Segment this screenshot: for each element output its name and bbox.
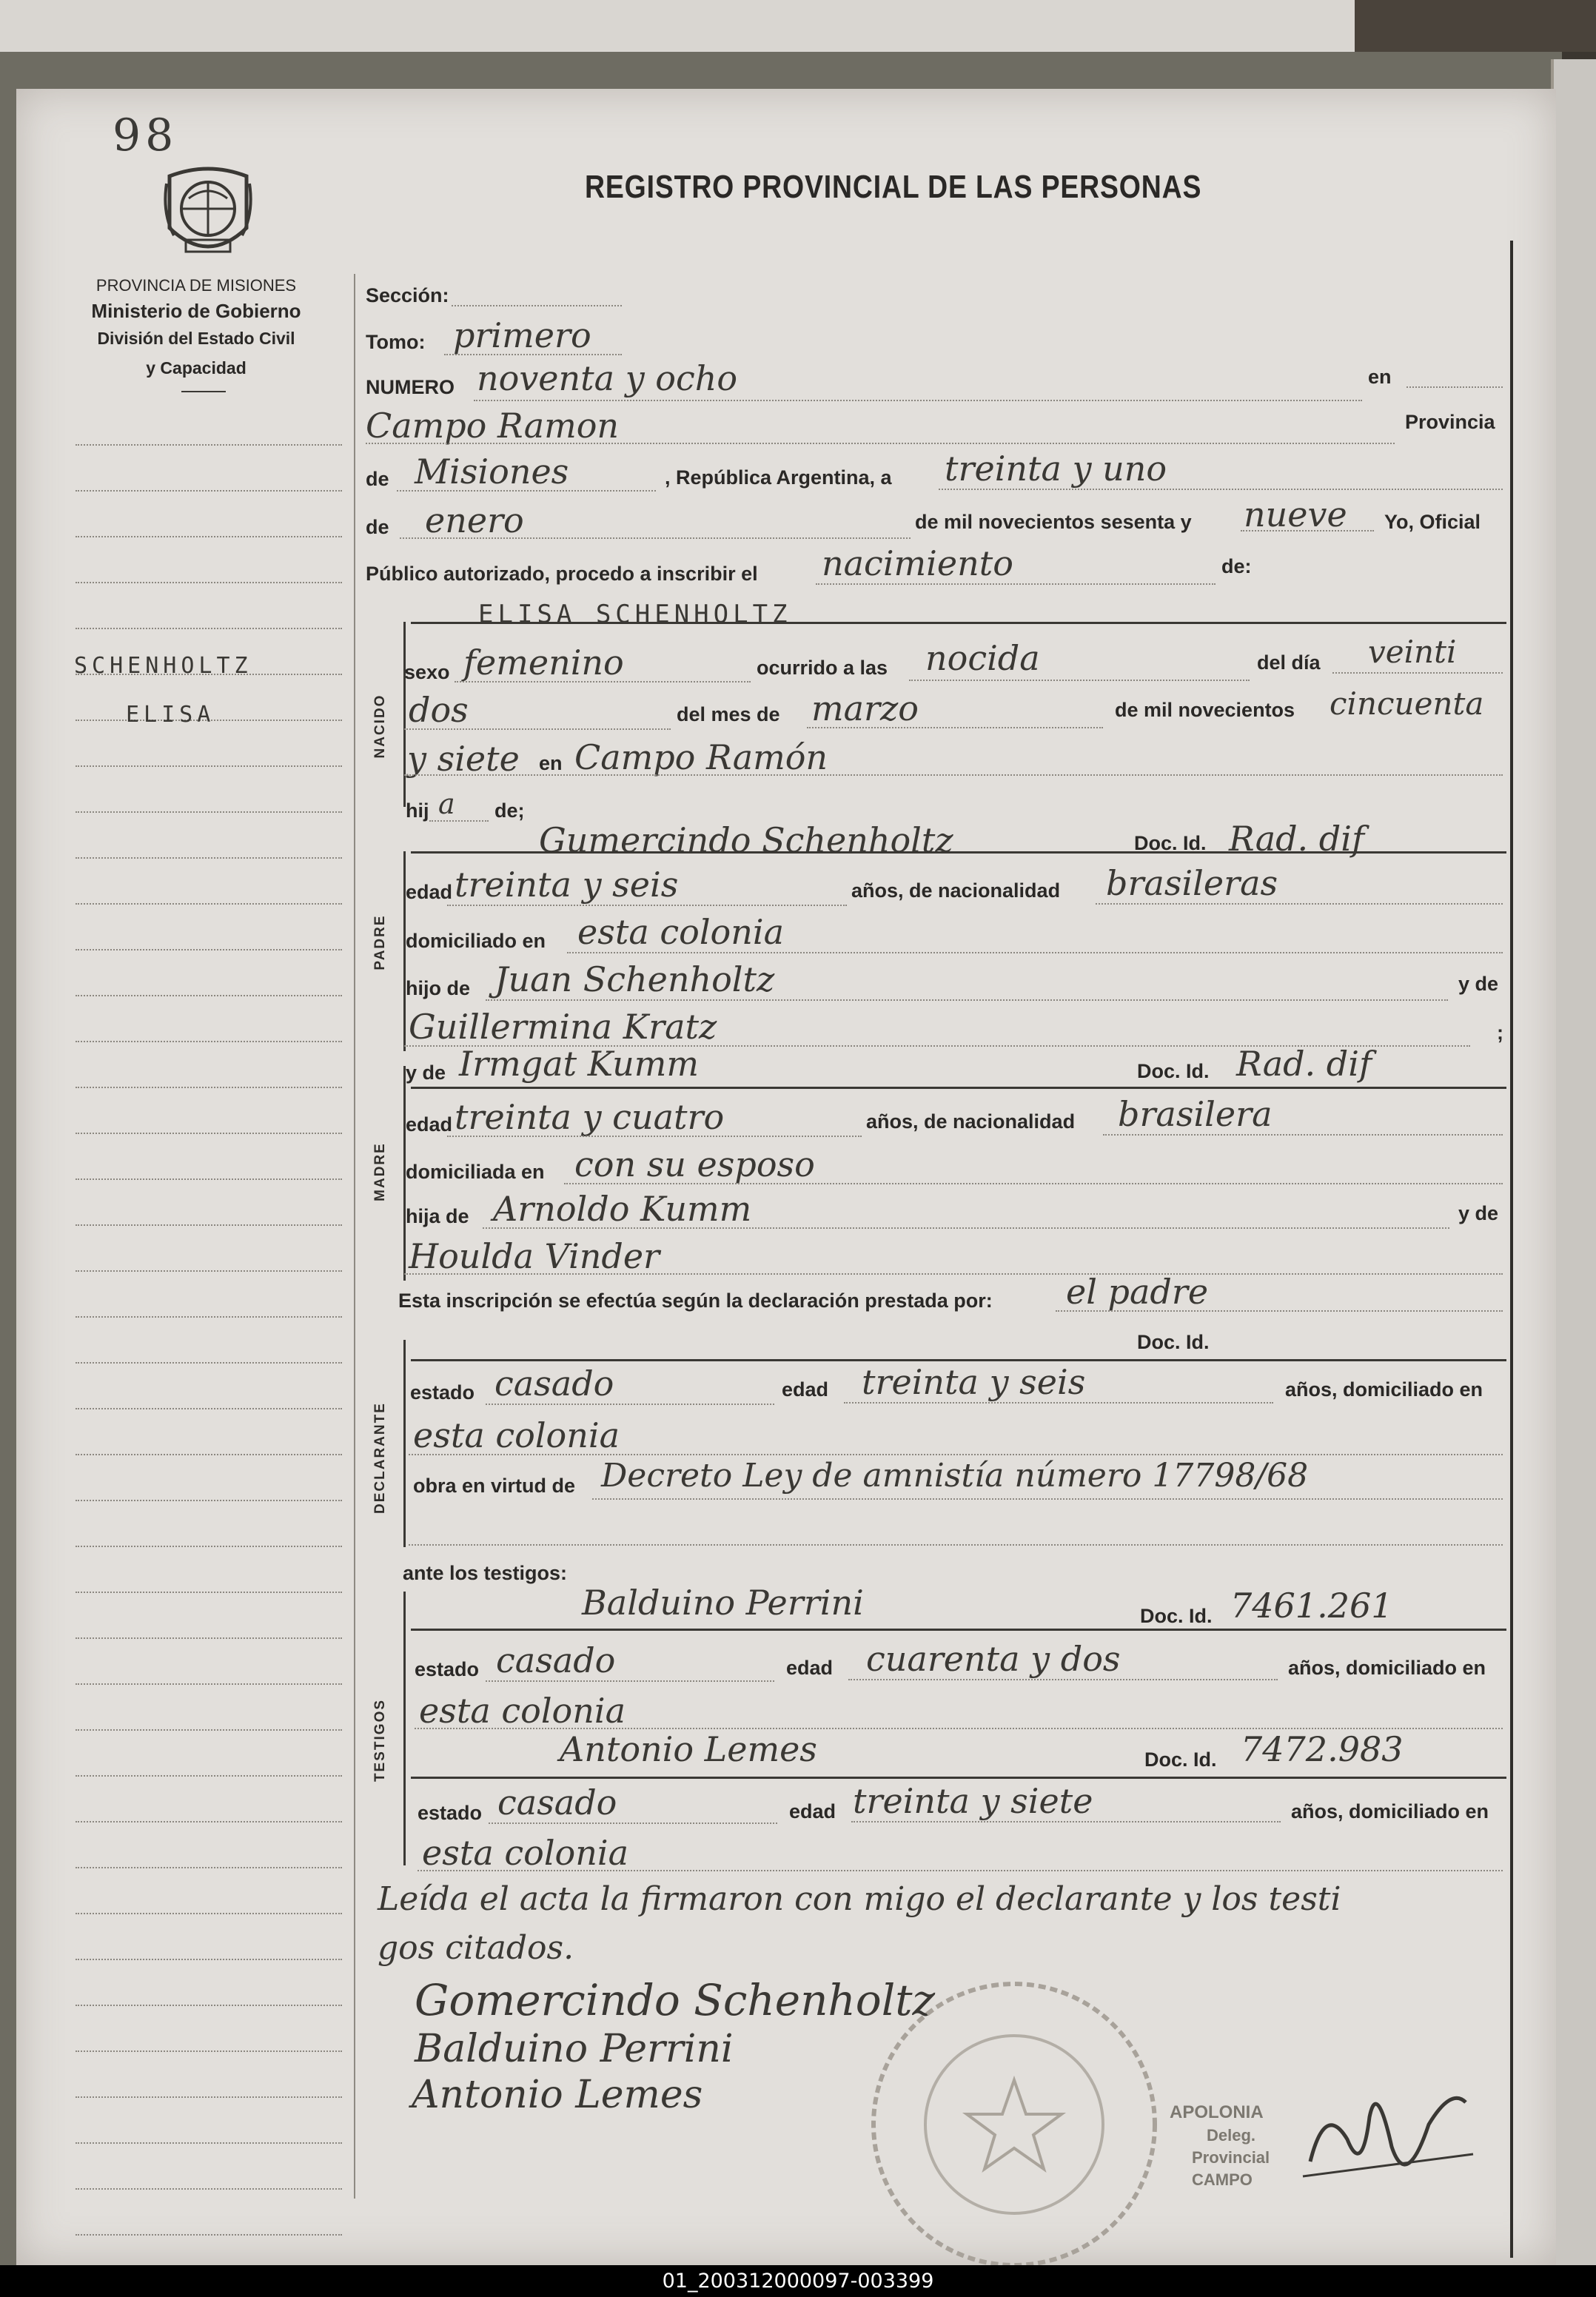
label-ante-testigos: ante los testigos: — [403, 1562, 568, 1584]
margin-line — [76, 1867, 342, 1868]
value-abuela-m: Houlda Vinder — [409, 1236, 660, 1276]
margin-line — [76, 1637, 342, 1639]
margin-line — [76, 536, 342, 537]
label-y-de-padre: y de — [1458, 973, 1499, 995]
margin-line — [76, 949, 342, 950]
office-capacity: y Capacidad — [146, 358, 247, 378]
margin-line — [76, 1270, 342, 1272]
frame-left — [354, 274, 355, 2199]
value-padre-dom: esta colonia — [577, 912, 784, 952]
label-doc-testigo-1: Doc. Id. — [1140, 1605, 1213, 1627]
label-seccion: Sección: — [366, 284, 449, 306]
label-estado-decl: estado — [410, 1381, 475, 1404]
rule-testigo2 — [411, 1777, 1506, 1779]
line-t2-dom — [418, 1870, 1503, 1871]
value-dia-nac-2: dos — [409, 690, 469, 730]
label-edad-madre: edad — [406, 1113, 453, 1136]
value-t2-estado: casado — [497, 1783, 617, 1822]
margin-given-name: ELISA — [126, 702, 215, 728]
label-estado-t1: estado — [415, 1658, 480, 1680]
rule-testigo1 — [411, 1629, 1506, 1631]
value-lugar-nac: Campo Ramón — [574, 737, 828, 777]
margin-line — [76, 444, 342, 446]
label-y-de-madre: y de — [406, 1062, 446, 1084]
margin-line — [76, 1775, 342, 1777]
bracket-declarante — [403, 1340, 406, 1547]
label-dom-padre: domiciliado en — [406, 930, 546, 952]
label-de-mil: de mil novecientos sesenta y — [915, 511, 1192, 533]
margin-line — [76, 1500, 342, 1501]
line-abuelo-m — [483, 1227, 1449, 1229]
value-abuelo-m: Arnoldo Kumm — [493, 1189, 752, 1229]
line-padre-dom — [567, 952, 1503, 953]
section-nacido: NACIDO — [372, 694, 388, 759]
label-doc-testigo-2: Doc. Id. — [1144, 1748, 1217, 1771]
stamp-official-3: Provincial — [1192, 2148, 1270, 2167]
page-number: 98 — [113, 110, 178, 161]
line-mes-nac — [807, 727, 1103, 728]
value-numero: noventa y ocho — [477, 358, 738, 398]
label-republica: , República Argentina, a — [665, 466, 892, 489]
line-padre-nac — [1096, 903, 1503, 905]
book-edge-right — [1551, 59, 1596, 2265]
value-testigo-2: Antonio Lemes — [560, 1729, 817, 1769]
line-decl-edad — [844, 1402, 1273, 1404]
label-doc-declarante: Doc. Id. — [1137, 1331, 1210, 1353]
label-de: de — [366, 468, 389, 490]
value-testigo-1-doc: 7461.261 — [1230, 1586, 1393, 1626]
label-anos-dom-decl: años, domiciliado en — [1285, 1378, 1483, 1401]
page-title: REGISTRO PROVINCIAL DE LAS PERSONAS — [585, 169, 1202, 205]
label-yo-oficial: Yo, Oficial — [1384, 511, 1481, 533]
value-padre-doc: Rad. dif — [1229, 819, 1364, 859]
line-tomo — [444, 354, 622, 355]
book-edge-top-dark — [1355, 0, 1596, 52]
margin-line — [76, 1546, 342, 1547]
line-t1-estado — [486, 1680, 774, 1682]
label-en-lugar: en — [539, 752, 563, 774]
line-sexo — [455, 681, 751, 683]
section-padre: PADRE — [372, 914, 388, 970]
margin-line — [76, 1178, 342, 1180]
office-division: División del Estado Civil — [97, 329, 295, 348]
line-numero — [474, 400, 1362, 401]
value-t1-dom: esta colonia — [419, 1691, 626, 1731]
official-signature-icon — [1281, 2073, 1488, 2213]
value-abuelo-p: Juan Schenholtz — [494, 959, 775, 999]
line-t2-edad — [851, 1821, 1281, 1822]
margin-line — [76, 2142, 342, 2144]
value-madre-edad: treinta y cuatro — [455, 1097, 725, 1137]
line-madre-edad — [447, 1136, 862, 1137]
margin-line — [76, 628, 342, 629]
label-obra: obra en virtud de — [413, 1475, 576, 1497]
label-anos-dom-t2: años, domiciliado en — [1291, 1800, 1489, 1822]
frame-right — [1510, 244, 1513, 2258]
line-declarante — [1056, 1310, 1503, 1312]
label-de-colon: de: — [1221, 555, 1252, 577]
value-anio-nac: cincuenta — [1330, 685, 1484, 722]
value-mes-nac: marzo — [811, 688, 919, 728]
line-padre-edad — [447, 905, 847, 906]
line-hora — [909, 680, 1250, 681]
margin-line — [76, 2096, 342, 2098]
value-lugar: Campo Ramon — [366, 406, 620, 446]
value-madre-nac: brasilera — [1118, 1094, 1273, 1134]
stamp-official-2: Deleg. — [1207, 2126, 1256, 2145]
label-dom-madre: domiciliada en — [406, 1161, 545, 1183]
margin-line — [76, 1408, 342, 1409]
line-dia-acta — [939, 489, 1503, 490]
line-t1-edad — [848, 1679, 1278, 1680]
label-anos-nac-madre: años, de nacionalidad — [866, 1110, 1076, 1133]
margin-line — [76, 1133, 342, 1134]
value-madre-nombre: Irmgat Kumm — [459, 1044, 699, 1084]
value-nombre: ELISA SCHENHOLTZ — [478, 600, 792, 629]
margin-line — [76, 1316, 342, 1318]
label-anos-nac-padre: años, de nacionalidad — [851, 879, 1061, 902]
line-obra-2 — [409, 1544, 1503, 1546]
value-decl-estado: casado — [494, 1364, 614, 1404]
label-ocurrido: ocurrido a las — [757, 657, 888, 679]
office-ministry: Ministerio de Gobierno — [91, 300, 301, 322]
line-madre-dom — [564, 1183, 1503, 1184]
margin-line — [76, 2050, 342, 2052]
line-abuelo-p — [486, 999, 1448, 1001]
stamp-official-1: APOLONIA — [1170, 2102, 1264, 2122]
signature-testigo-2: Antonio Lemes — [412, 2073, 703, 2117]
line-madre-nac — [1103, 1134, 1503, 1136]
official-stamp — [1155, 2102, 1540, 2213]
label-del-dia: del día — [1257, 651, 1321, 674]
line-hijo — [429, 820, 489, 822]
value-t2-dom: esta colonia — [422, 1833, 628, 1873]
value-acto: nacimiento — [822, 543, 1013, 583]
signature-declarante: Gomercindo Schenholtz — [415, 1975, 936, 2025]
line-decl-dom — [409, 1454, 1503, 1455]
value-testigo-1: Balduino Perrini — [582, 1583, 864, 1623]
value-dia-nac: veinti — [1368, 634, 1457, 670]
section-testigos: TESTIGOS — [372, 1698, 388, 1783]
margin-line — [76, 857, 342, 859]
label-inscripcion: Esta inscripción se efectúa según la declaración prestada por: — [398, 1290, 993, 1312]
label-hijo: hij — [406, 799, 429, 822]
line-provincia — [397, 490, 656, 492]
value-decl-dom: esta colonia — [413, 1415, 620, 1455]
margin-line — [76, 582, 342, 583]
margin-line — [76, 1592, 342, 1593]
value-hijo-suffix: a — [438, 788, 455, 820]
label-edad-decl: edad — [782, 1378, 829, 1401]
label-mil-novecientos: de mil novecientos — [1115, 699, 1295, 721]
label-de-mes: de — [366, 516, 389, 538]
value-t2-edad: treinta y siete — [853, 1781, 1093, 1821]
margin-line — [76, 2005, 342, 2006]
margin-line — [76, 1683, 342, 1685]
line-decl-estado — [486, 1404, 774, 1405]
bracket-nacido — [403, 622, 406, 807]
line-seccion — [452, 305, 622, 306]
margin-line — [76, 811, 342, 813]
label-del-mes: del mes de — [677, 703, 780, 725]
label-publico: Público autorizado, procedo a inscribir el — [366, 563, 758, 585]
margin-line — [76, 2188, 342, 2190]
label-edad-t2: edad — [789, 1800, 836, 1822]
value-padre-nac: brasileras — [1106, 863, 1278, 903]
registry-stamp-icon — [859, 1969, 1170, 2280]
label-hija-de: hija de — [406, 1205, 469, 1227]
label-edad-padre: edad — [406, 881, 453, 903]
header-rule — [181, 391, 226, 392]
value-mes-acta: enero — [425, 500, 524, 540]
margin-line — [76, 1913, 342, 1914]
label-provincia: Provincia — [1405, 411, 1495, 433]
margin-line — [76, 1087, 342, 1088]
value-sexo: femenino — [463, 643, 624, 683]
margin-line — [76, 995, 342, 996]
value-abuela-p: Guillermina Kratz — [409, 1007, 717, 1047]
label-semicolon: ; — [1497, 1022, 1503, 1044]
label-hijo-de-padre: hijo de — [406, 977, 470, 999]
section-declarante: DECLARANTE — [372, 1402, 388, 1514]
line-dia-nac-2 — [404, 728, 671, 730]
label-doc-madre: Doc. Id. — [1137, 1060, 1210, 1082]
margin-line — [76, 490, 342, 492]
line-en — [1406, 386, 1503, 388]
book-edge-top — [0, 0, 1355, 56]
margin-line — [76, 1224, 342, 1226]
label-en: en — [1368, 366, 1392, 388]
value-obra: Decreto Ley de amnistía número 17798/68 — [601, 1457, 1309, 1495]
label-numero: NUMERO — [366, 376, 455, 398]
value-madre-dom: con su esposo — [574, 1144, 815, 1184]
office-province: PROVINCIA DE MISIONES — [95, 276, 297, 295]
value-tomo: primero — [453, 315, 591, 355]
value-decl-edad: treinta y seis — [862, 1362, 1086, 1402]
line-lugar — [366, 443, 1395, 444]
image-id-footer: 01_200312000097-003399 — [0, 2265, 1596, 2297]
line-obra — [592, 1498, 1503, 1500]
value-anio-nac-2: y siete — [407, 739, 520, 779]
label-anos-dom-t1: años, domiciliado en — [1288, 1657, 1486, 1679]
stamp-official-4: CAMPO — [1192, 2170, 1253, 2189]
section-madre: MADRE — [372, 1142, 388, 1201]
margin-line — [76, 903, 342, 905]
line-dia-nac — [1332, 672, 1503, 674]
value-t1-edad: cuarenta y dos — [866, 1639, 1121, 1679]
margin-line — [76, 1959, 342, 1960]
label-sexo: sexo — [404, 661, 450, 683]
value-hora: nocida — [925, 638, 1040, 678]
value-testigo-2-doc: 7472.983 — [1241, 1729, 1404, 1769]
label-tomo: Tomo: — [366, 331, 426, 353]
margin-line — [76, 765, 342, 767]
rule-madre-top — [411, 1087, 1506, 1089]
label-y-de-abuela-m: y de — [1458, 1202, 1499, 1224]
margin-line — [76, 1041, 342, 1042]
line-anio-acta — [1241, 530, 1374, 532]
rule-declarante-top — [411, 1359, 1506, 1361]
value-padre-nombre: Gumercindo Schenholtz — [539, 820, 953, 860]
margin-line — [76, 1454, 342, 1455]
line-mes-acta — [400, 537, 911, 539]
bracket-testigos — [403, 1592, 406, 1865]
value-t1-estado: casado — [496, 1640, 616, 1680]
provincial-seal-icon — [159, 161, 257, 266]
value-provincia: Misiones — [415, 452, 569, 492]
margin-line — [76, 1362, 342, 1364]
line-abuela-m — [404, 1273, 1503, 1275]
closing-text-2: gos citados. — [378, 1929, 574, 1967]
value-madre-doc: Rad. dif — [1236, 1044, 1372, 1084]
margin-line — [76, 1821, 342, 1822]
label-estado-t2: estado — [418, 1802, 483, 1824]
value-anio-acta: nueve — [1244, 494, 1347, 534]
value-dia-acta: treinta y uno — [945, 449, 1167, 489]
margin-line — [76, 2234, 342, 2236]
label-edad-t1: edad — [786, 1657, 834, 1679]
signature-testigo-1: Balduino Perrini — [415, 2027, 734, 2071]
value-padre-edad: treinta y seis — [455, 865, 679, 905]
closing-text-1: Leída el acta la firmaron con migo el declarante y los testi — [378, 1880, 1341, 1918]
line-acto — [816, 583, 1216, 585]
frame-tick — [1510, 241, 1513, 245]
margin-surname: SCHENHOLTZ — [74, 653, 252, 679]
label-doc-padre: Doc. Id. — [1134, 832, 1207, 854]
margin-line — [76, 1729, 342, 1731]
label-hijo-de: de; — [494, 799, 525, 822]
line-t2-estado — [489, 1822, 777, 1824]
value-declarante: el padre — [1066, 1272, 1209, 1312]
line-lugar-nac — [404, 774, 1503, 776]
